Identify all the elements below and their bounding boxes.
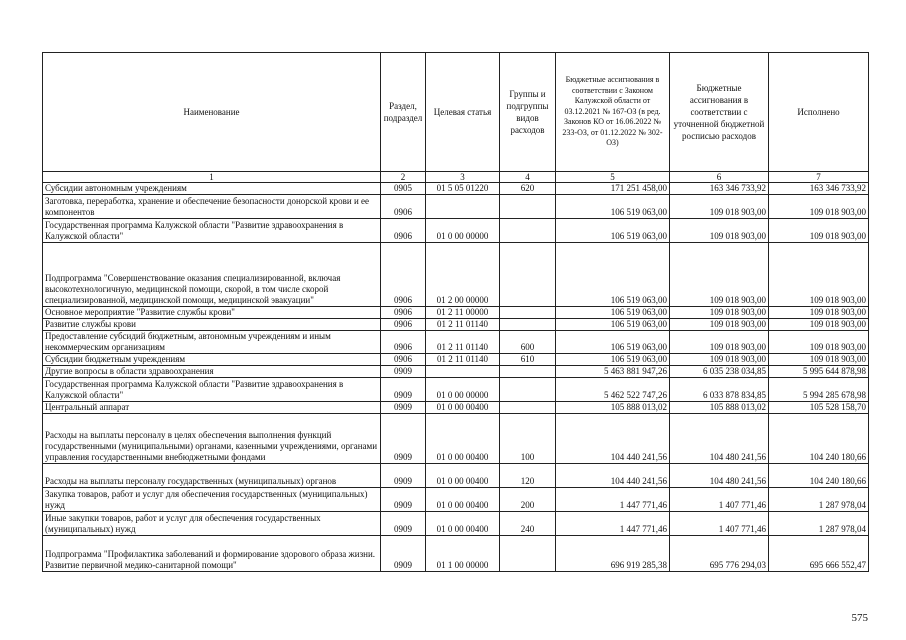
row-article-cell: 01 0 00 00000 <box>426 378 500 402</box>
row-refined-amount-cell: 105 888 013,02 <box>670 402 769 414</box>
row-executed-amount-cell: 109 018 903,00 <box>769 319 869 331</box>
column-number: 4 <box>500 172 556 183</box>
column-number: 7 <box>769 172 869 183</box>
header-article: Целевая статья <box>426 53 500 172</box>
table-row <box>43 183 869 195</box>
row-article-cell: 01 0 00 00400 <box>426 464 500 488</box>
row-name-cell: Государственная программа Калужской области "Развитие здравоохранения в Калужской области" <box>43 378 381 402</box>
row-law-amount-cell: 106 519 063,00 <box>556 195 670 219</box>
row-article-cell: 01 0 00 00000 <box>426 219 500 243</box>
budget-table-sheet <box>42 52 868 572</box>
row-refined-amount-cell: 1 407 771,46 <box>670 488 769 512</box>
table-row <box>43 366 869 378</box>
table-row <box>43 402 869 414</box>
row-article-cell: 01 5 05 01220 <box>426 183 500 195</box>
row-executed-amount-cell: 5 995 644 878,98 <box>769 366 869 378</box>
row-executed-amount-cell: 109 018 903,00 <box>769 195 869 219</box>
row-group-cell: 200 <box>500 488 556 512</box>
table-body <box>43 183 869 572</box>
row-refined-amount-cell: 109 018 903,00 <box>670 354 769 366</box>
row-group-cell: 610 <box>500 354 556 366</box>
row-name-cell: Государственная программа Калужской области "Развитие здравоохранения в Калужской области" <box>43 219 381 243</box>
row-executed-amount-cell: 695 666 552,47 <box>769 536 869 572</box>
row-section-cell: 0909 <box>381 378 426 402</box>
page-number: 575 <box>851 612 868 624</box>
column-number: 6 <box>670 172 769 183</box>
row-law-amount-cell: 696 919 285,38 <box>556 536 670 572</box>
row-article-cell: 01 2 11 01140 <box>426 354 500 366</box>
table-row <box>43 243 869 307</box>
table-row <box>43 331 869 354</box>
row-name-cell: Основное мероприятие "Развитие службы крови" <box>43 307 381 319</box>
row-article-cell: 01 2 11 01140 <box>426 319 500 331</box>
row-refined-amount-cell: 109 018 903,00 <box>670 331 769 354</box>
row-law-amount-cell: 1 447 771,46 <box>556 512 670 536</box>
row-name-cell: Расходы на выплаты персоналу государственных (муниципальных) органов <box>43 464 381 488</box>
row-refined-amount-cell: 109 018 903,00 <box>670 195 769 219</box>
header-name: Наименование <box>43 53 381 172</box>
row-executed-amount-cell: 109 018 903,00 <box>769 243 869 307</box>
header-group: Группы и подгруппы видов расходов <box>500 53 556 172</box>
row-executed-amount-cell: 109 018 903,00 <box>769 331 869 354</box>
row-law-amount-cell: 106 519 063,00 <box>556 354 670 366</box>
row-section-cell: 0906 <box>381 195 426 219</box>
row-executed-amount-cell: 105 528 158,70 <box>769 402 869 414</box>
header-law-allocations: Бюджетные ассигнования в соответствии с Законом Калужской области от 03.12.2021 № 167-ОЗ (в ред. Законов КО от 16.06.2022 № 233-ОЗ, от 01.12.2022 № 302-ОЗ) <box>556 53 670 172</box>
row-law-amount-cell: 5 463 881 947,26 <box>556 366 670 378</box>
table-row <box>43 488 869 512</box>
row-refined-amount-cell: 109 018 903,00 <box>670 243 769 307</box>
row-name-cell: Центральный аппарат <box>43 402 381 414</box>
row-name-cell: Предоставление субсидий бюджетным, автономным учреждениям и иным некоммерческим организациям <box>43 331 381 354</box>
row-section-cell: 0909 <box>381 414 426 464</box>
table-row <box>43 536 869 572</box>
row-refined-amount-cell: 6 033 878 834,85 <box>670 378 769 402</box>
column-number-row <box>43 172 869 183</box>
column-number: 3 <box>426 172 500 183</box>
row-executed-amount-cell: 1 287 978,04 <box>769 512 869 536</box>
row-group-cell <box>500 219 556 243</box>
row-section-cell: 0905 <box>381 183 426 195</box>
row-name-cell: Подпрограмма "Профилактика заболеваний и формирование здорового образа жизни. Развитие первичной медико-санитарной помощи" <box>43 536 381 572</box>
row-refined-amount-cell: 163 346 733,92 <box>670 183 769 195</box>
table-row <box>43 319 869 331</box>
row-group-cell: 240 <box>500 512 556 536</box>
row-group-cell <box>500 195 556 219</box>
header-section: Раздел, подраздел <box>381 53 426 172</box>
row-article-cell: 01 0 00 00400 <box>426 488 500 512</box>
row-group-cell <box>500 536 556 572</box>
row-executed-amount-cell: 163 346 733,92 <box>769 183 869 195</box>
row-executed-amount-cell: 104 240 180,66 <box>769 414 869 464</box>
row-refined-amount-cell: 695 776 294,03 <box>670 536 769 572</box>
row-refined-amount-cell: 109 018 903,00 <box>670 307 769 319</box>
row-law-amount-cell: 106 519 063,00 <box>556 307 670 319</box>
row-law-amount-cell: 5 462 522 747,26 <box>556 378 670 402</box>
row-group-cell <box>500 243 556 307</box>
row-section-cell: 0909 <box>381 536 426 572</box>
row-group-cell <box>500 307 556 319</box>
row-section-cell: 0906 <box>381 354 426 366</box>
row-group-cell: 100 <box>500 414 556 464</box>
row-group-cell: 120 <box>500 464 556 488</box>
table-row <box>43 414 869 464</box>
table-header <box>43 53 869 183</box>
row-section-cell: 0909 <box>381 402 426 414</box>
row-section-cell: 0906 <box>381 307 426 319</box>
row-section-cell: 0909 <box>381 488 426 512</box>
row-article-cell: 01 0 00 00400 <box>426 402 500 414</box>
row-executed-amount-cell: 104 240 180,66 <box>769 464 869 488</box>
row-law-amount-cell: 106 519 063,00 <box>556 243 670 307</box>
row-group-cell: 620 <box>500 183 556 195</box>
row-law-amount-cell: 105 888 013,02 <box>556 402 670 414</box>
row-article-cell: 01 2 11 00000 <box>426 307 500 319</box>
row-name-cell: Другие вопросы в области здравоохранения <box>43 366 381 378</box>
row-refined-amount-cell: 109 018 903,00 <box>670 319 769 331</box>
column-number: 5 <box>556 172 670 183</box>
row-article-cell: 01 2 00 00000 <box>426 243 500 307</box>
row-name-cell: Развитие службы крови <box>43 319 381 331</box>
row-executed-amount-cell: 1 287 978,04 <box>769 488 869 512</box>
row-law-amount-cell: 1 447 771,46 <box>556 488 670 512</box>
row-name-cell: Субсидии автономным учреждениям <box>43 183 381 195</box>
row-article-cell: 01 0 00 00400 <box>426 512 500 536</box>
row-executed-amount-cell: 109 018 903,00 <box>769 219 869 243</box>
row-group-cell <box>500 402 556 414</box>
row-section-cell: 0906 <box>381 331 426 354</box>
row-law-amount-cell: 171 251 458,00 <box>556 183 670 195</box>
table-row <box>43 195 869 219</box>
header-executed: Исполнено <box>769 53 869 172</box>
row-article-cell <box>426 366 500 378</box>
row-section-cell: 0906 <box>381 219 426 243</box>
row-article-cell: 01 2 11 01140 <box>426 331 500 354</box>
row-section-cell: 0909 <box>381 512 426 536</box>
row-executed-amount-cell: 109 018 903,00 <box>769 307 869 319</box>
row-name-cell: Заготовка, переработка, хранение и обеспечение безопасности донорской крови и ее компонентов <box>43 195 381 219</box>
row-law-amount-cell: 106 519 063,00 <box>556 319 670 331</box>
table-row <box>43 219 869 243</box>
table-row <box>43 378 869 402</box>
header-refined-allocations: Бюджетные ассигнования в соответствии с уточненной бюджетной росписью расходов <box>670 53 769 172</box>
row-law-amount-cell: 106 519 063,00 <box>556 331 670 354</box>
table-row <box>43 464 869 488</box>
budget-table <box>42 52 869 572</box>
table-row <box>43 512 869 536</box>
table-row <box>43 307 869 319</box>
row-law-amount-cell: 104 440 241,56 <box>556 414 670 464</box>
row-executed-amount-cell: 109 018 903,00 <box>769 354 869 366</box>
row-group-cell: 600 <box>500 331 556 354</box>
row-article-cell: 01 1 00 00000 <box>426 536 500 572</box>
row-group-cell <box>500 366 556 378</box>
row-law-amount-cell: 104 440 241,56 <box>556 464 670 488</box>
row-group-cell <box>500 319 556 331</box>
row-group-cell <box>500 378 556 402</box>
row-article-cell: 01 0 00 00400 <box>426 414 500 464</box>
row-executed-amount-cell: 5 994 285 678,98 <box>769 378 869 402</box>
row-name-cell: Расходы на выплаты персоналу в целях обеспечения выполнения функций государственными (муниципальными) органами, казенными учреждениями, органами управления государственными внебюджетными фондами <box>43 414 381 464</box>
row-section-cell: 0906 <box>381 319 426 331</box>
row-article-cell <box>426 195 500 219</box>
row-refined-amount-cell: 109 018 903,00 <box>670 219 769 243</box>
row-name-cell: Субсидии бюджетным учреждениям <box>43 354 381 366</box>
row-law-amount-cell: 106 519 063,00 <box>556 219 670 243</box>
table-row <box>43 354 869 366</box>
row-refined-amount-cell: 1 407 771,46 <box>670 512 769 536</box>
row-section-cell: 0909 <box>381 366 426 378</box>
row-name-cell: Закупка товаров, работ и услуг для обеспечения государственных (муниципальных) нужд <box>43 488 381 512</box>
row-name-cell: Иные закупки товаров, работ и услуг для обеспечения государственных (муниципальных) нужд <box>43 512 381 536</box>
row-section-cell: 0906 <box>381 243 426 307</box>
row-refined-amount-cell: 104 480 241,56 <box>670 464 769 488</box>
column-number: 2 <box>381 172 426 183</box>
column-number: 1 <box>43 172 381 183</box>
row-name-cell: Подпрограмма "Совершенствование оказания специализированной, включая высокотехнологичную, медицинской помощи, скорой, в том числе скорой специализированной, медицинской помощи, медицинской эвакуации" <box>43 243 381 307</box>
row-refined-amount-cell: 6 035 238 034,85 <box>670 366 769 378</box>
row-section-cell: 0909 <box>381 464 426 488</box>
row-refined-amount-cell: 104 480 241,56 <box>670 414 769 464</box>
